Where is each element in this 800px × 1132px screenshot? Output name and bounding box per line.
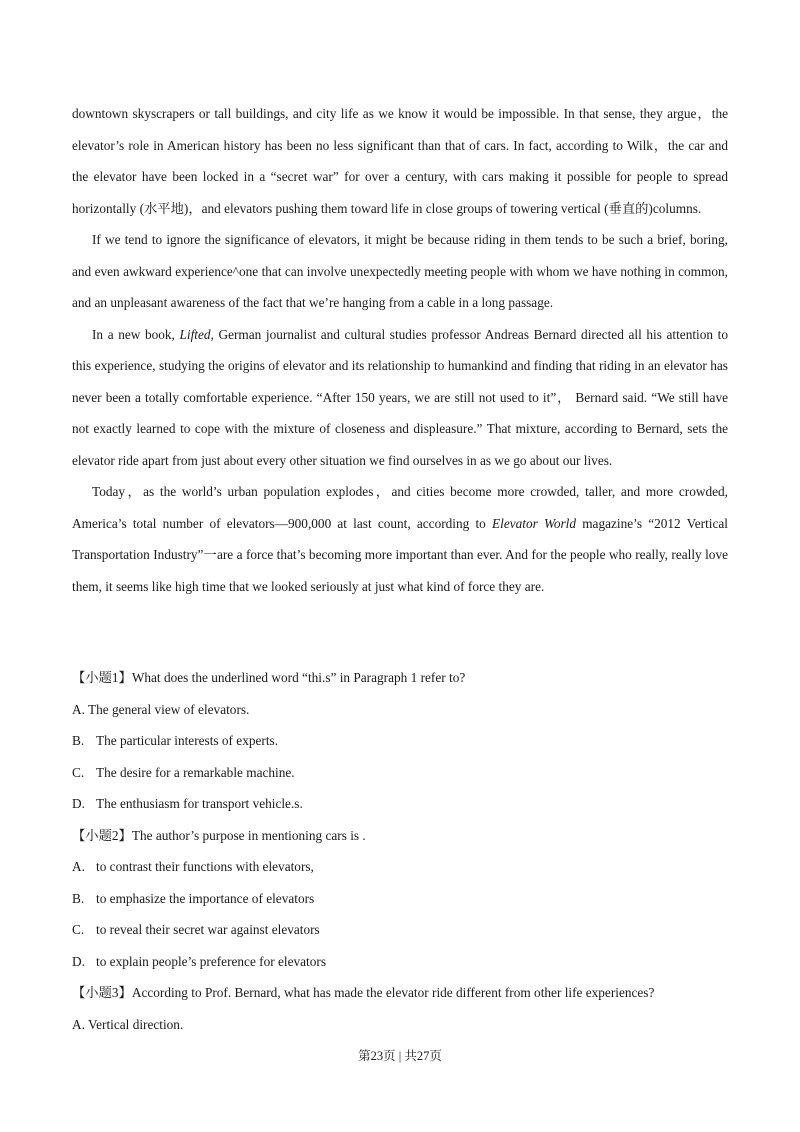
option-letter: B.: [72, 733, 85, 748]
magazine-title: Elevator World: [492, 515, 577, 531]
question-2-option-c: [72, 914, 728, 946]
option-letter: D.: [72, 953, 85, 969]
option-text: to contrast their functions with elevators,: [96, 859, 314, 874]
question-1-option-b: [72, 725, 728, 757]
option-text: to explain people’s preference for elevators: [96, 953, 327, 969]
book-title: Lifted,: [179, 326, 214, 342]
passage-paragraph-3: [72, 319, 728, 477]
question-1-option-c: [72, 757, 728, 789]
paragraph-4-intro: Today，as the world’s urban population explodes，and cities become more crowded, taller, and more crowded, America’s total number of elevators—900,000 at last count, according to: [72, 484, 728, 531]
passage-paragraph-1: downtown skyscrapers or tall buildings, and city life as we know it would be impossible. In that sense, they argue，the elevator’s role in American history has been no less significant than that of cars. In fact, according to Wilk，the car and the elevator have been locked in a “secret war” for over a century, with cars making it possible for people to spread horizontally (水平地)，and elevators pushing them toward life in close groups of towering vertical (垂直的)columns.: [72, 106, 728, 216]
question-2-option-a: [72, 851, 728, 883]
question-3-stem: 【小题3】According to Prof. Bernard, what has made the elevator ride different from other life experiences?: [72, 985, 655, 1000]
question-1-stem: 【小题1】What does the underlined word “thi.s” in Paragraph 1 refer to?: [72, 670, 466, 685]
passage-paragraph-2: If we tend to ignore the significance of elevators, it might be because riding in them tends to be such a brief, boring, and even awkward experience^one that can involve unexpectedly meeting people with whom we have nothing in common, and an unpleasant awareness of the fact that we’re hanging from a cable in a long passage.: [72, 232, 728, 310]
question-1-option-a: [72, 694, 728, 726]
paragraph-3-body: German journalist and cultural studies professor Andreas Bernard directed all his attention to this experience, studying the origins of elevator and its relationship to humankind and finding that riding in an elevator has never been a totally comfortable experience. “After 150 years, we are still not used to it”， Bernard said. “We still have not exactly learned to cope with the mixture of closeness and displeasure.” That mixture, according to Bernard, sets the elevator ride apart from just about every other situation we find ourselves in as we go about our lives.: [72, 326, 728, 468]
question-1-option-d: [72, 788, 728, 820]
passage-paragraph-4: [72, 476, 728, 602]
question-2-stem: 【小题2】The author’s purpose in mentioning cars is .: [72, 827, 366, 843]
option-letter: A.: [72, 1016, 85, 1032]
option-text: The desire for a remarkable machine.: [96, 764, 295, 780]
option-text: to emphasize the importance of elevators: [96, 890, 315, 906]
question-2-option-d: [72, 946, 728, 978]
page-number-footer: 第23页 | 共27页: [358, 1049, 442, 1063]
option-text: to reveal their secret war against elevators: [96, 922, 320, 937]
option-letter: A.: [72, 701, 85, 717]
paragraph-3-intro: In a new book,: [92, 326, 180, 342]
option-letter: B.: [72, 890, 85, 906]
option-text: Vertical direction.: [88, 1016, 184, 1032]
paragraph-4-body: magazine’s “2012 Vertical Transportation Industry”一are a force that’s becoming more important than ever. And for the people who really, really love them, it seems like high time that we looked seriously at just what kind of force they are.: [72, 515, 728, 594]
question-3-option-a: [72, 1009, 728, 1041]
option-text: The enthusiasm for transport vehicle.s.: [96, 796, 303, 811]
option-text: The particular interests of experts.: [96, 733, 279, 748]
question-block: [72, 662, 728, 1040]
option-letter: A.: [72, 859, 85, 874]
reading-passage: [72, 98, 728, 602]
option-letter: C.: [72, 764, 85, 780]
option-letter: C.: [72, 922, 85, 937]
option-letter: D.: [72, 796, 85, 811]
option-text: The general view of elevators.: [88, 701, 250, 717]
question-2-option-b: [72, 883, 728, 915]
